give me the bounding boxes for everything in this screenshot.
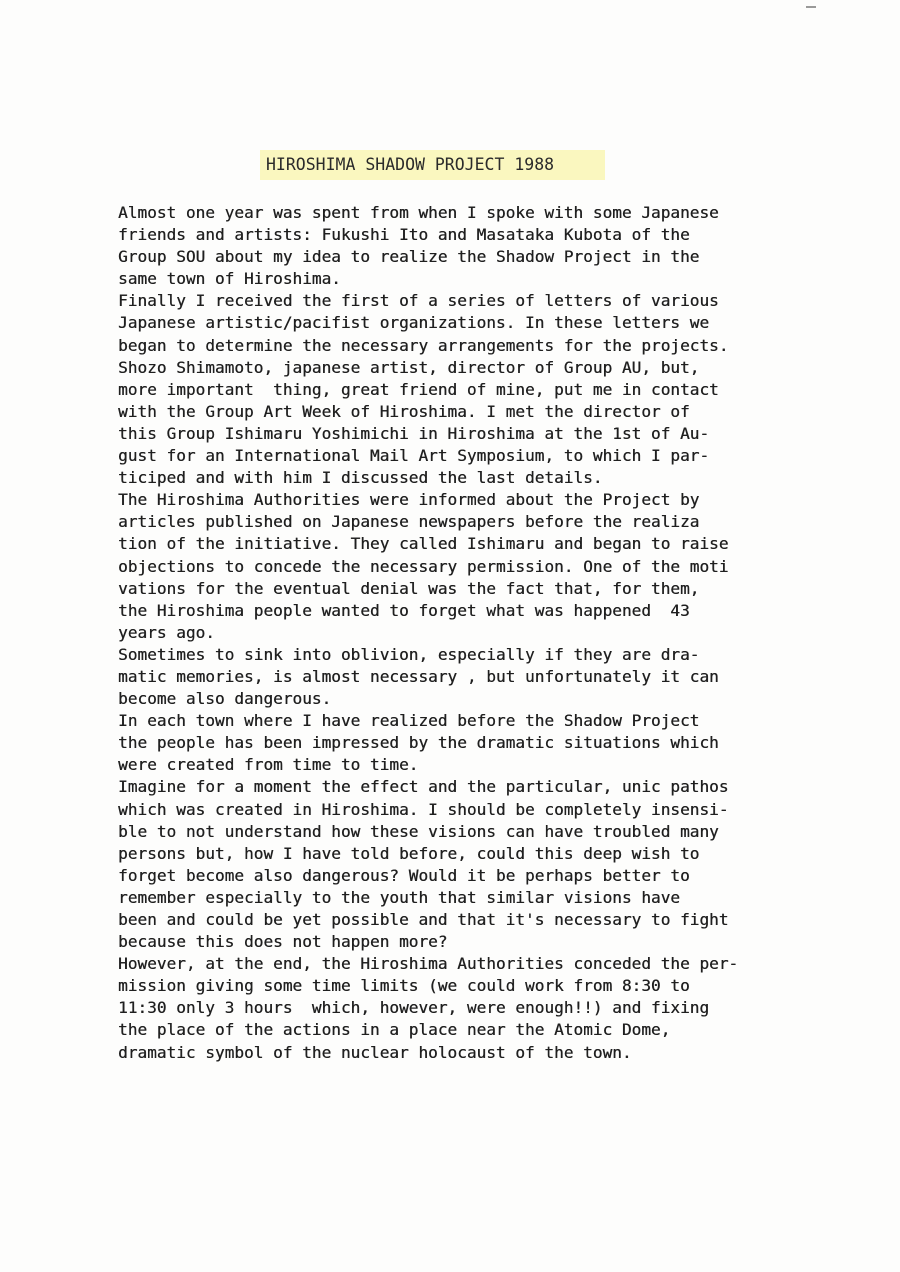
document-body-text: Almost one year was spent from when I spoke with some Japanese friends and artists: Fukushi Ito and Masataka Kubota of the Group SOU about my idea to realize the Shadow Project in the same town of Hiroshima. Finally I received the first of a series of letters of various Japanese artistic/pacifist organizations. In these letters we began to determine the necessary arrangements for the projects. Shozo Shimamoto, japanese artist, director of Group AU, but, more important thing, great friend of mine, put me in contact with the Group Art Week of Hiroshima. I met the director of this Group Ishimaru Yoshimichi in Hiroshima at the 1st of Au- gust for an International Mail Art Symposium, to which I par- ticiped and with him I discussed the last details. The Hiroshima Authorities were informed about the Project by articles published on Japanese newspapers before the realiza tion of the initiative. They called Ishimaru and began to raise objections to concede the necessary permission. One of the moti vations for the eventual denial was the fact that, for them, the Hiroshima people wanted to forget what was happened 43 years ago. Sometimes to sink into oblivion, especially if they are dra- matic memories, is almost necessary , but unfortunately it can become also dangerous. In each town where I have realized before the Shadow Project the people has been impressed by the dramatic situations which were created from time to time. Imagine for a moment the effect and the particular, unic pathos which was created in Hiroshima. I should be completely insensi- ble to not understand how these visions can have troubled many persons but, how I have told before, could this deep wish to forget become also dangerous? Would it be perhaps better to remember especially to the youth that similar visions have been and could be yet possible and that it's necessary to fight because this does not happen more? However, at the end, the Hiroshima Authorities conceded the per- mission giving some time limits (we could work from 8:30 to 11:30 only 3 hours which, however, were enough!!) and fixing the place of the actions in a place near the Atomic Dome, dramatic symbol of the nuclear holocaust of the town. [118,203,739,1062]
document-title: HIROSHIMA SHADOW PROJECT 1988 [260,150,605,180]
page-corner-mark [806,6,816,8]
